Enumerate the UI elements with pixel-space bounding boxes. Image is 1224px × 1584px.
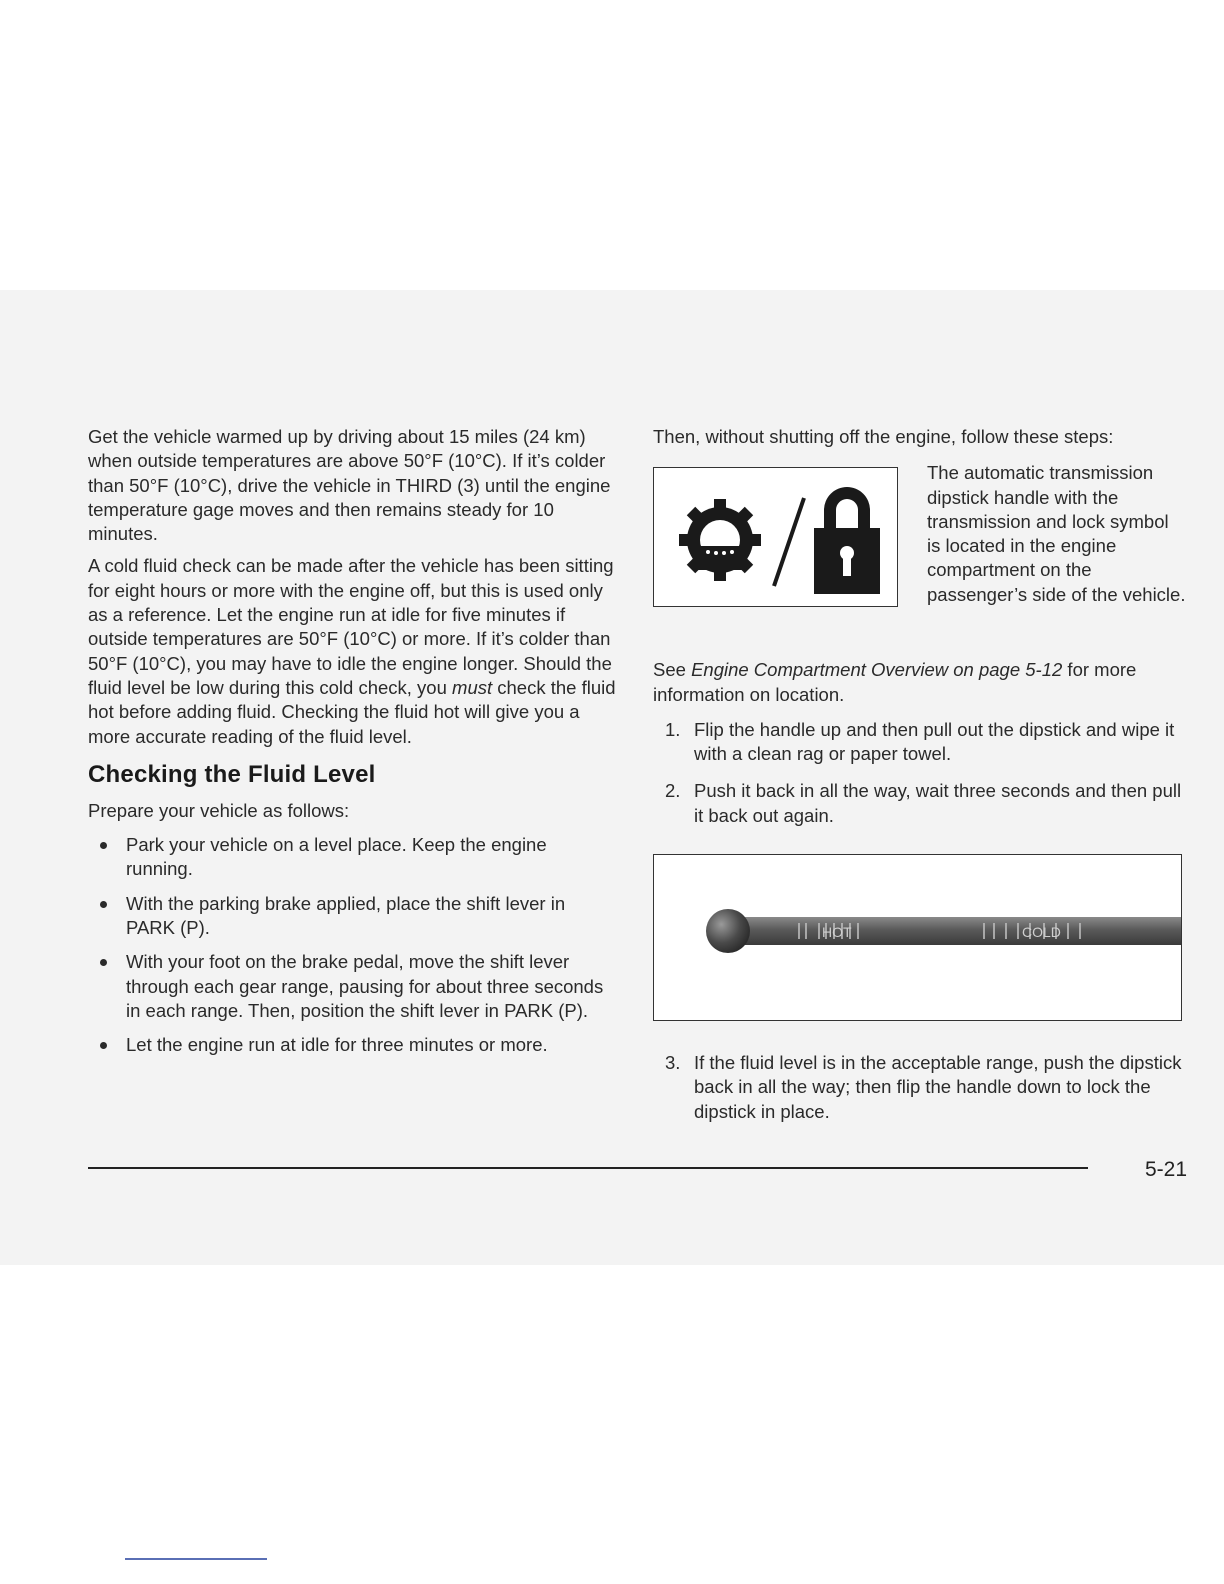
preparation-list bbox=[88, 833, 618, 1057]
transmission-lock-symbol-icon bbox=[654, 468, 897, 606]
steps-intro: Then, without shutting off the engine, follow these steps: bbox=[653, 426, 1114, 447]
footer-link-underline bbox=[125, 1558, 267, 1560]
prepare-intro: Prepare your vehicle as follows: bbox=[88, 799, 350, 821]
see-reference-paragraph: See Engine Compartment Overview on page 5-12 for more information on location. bbox=[653, 659, 1137, 705]
list-item: Let the engine run at idle for three minutes or more. bbox=[88, 1033, 618, 1057]
list-item: Park your vehicle on a level place. Keep the engine running. bbox=[88, 833, 618, 882]
bullet-icon bbox=[100, 842, 107, 849]
symbol-figure-row bbox=[653, 461, 1188, 666]
dipstick-hot-mark: HOT bbox=[822, 924, 852, 941]
dipstick-cold-mark: COLD bbox=[1022, 924, 1061, 941]
warmup-paragraph: Get the vehicle warmed up by driving about 15 miles (24 km) when outside temperatures are above 50°F (10°C). If it’s colder than 50°F (10°C), drive the vehicle in THIRD (3) until the engine temperature gage moves and then remains steady for 10 minutes. bbox=[88, 426, 611, 545]
list-item: 2. Push it back in all the way, wait three seconds and then pull it back out again. bbox=[665, 780, 1182, 826]
page-number: 5-21 bbox=[1145, 1158, 1188, 1181]
transmission-lock-symbol-box bbox=[653, 467, 898, 607]
list-item: 1. Flip the handle up and then pull out the dipstick and wipe it with a clean rag or paper towel. bbox=[665, 718, 1175, 765]
cold-check-emphasis: must bbox=[452, 676, 493, 698]
dipstick-image bbox=[654, 855, 1181, 1020]
bullet-icon bbox=[100, 1042, 107, 1049]
bullet-icon bbox=[100, 901, 107, 908]
list-item: With your foot on the brake pedal, move the shift lever through each gear range, pausing for about three seconds in each range. Then, position the shift lever in PARK (P). bbox=[88, 950, 618, 1023]
steps-list bbox=[653, 718, 1188, 828]
symbol-caption: The automatic transmission dipstick handle with the transmission and lock symbol is located in the engine compartment on the passenger’s side of the vehicle. bbox=[927, 462, 1186, 605]
steps-list-continued bbox=[653, 1051, 1188, 1124]
bullet-icon bbox=[100, 959, 107, 966]
left-column bbox=[88, 425, 618, 1068]
cold-check-text-a: A cold fluid check can be made after the vehicle has been sitting for eight hours or more with the engine off, but this is used only as a reference. Let the engine run at idle for five minutes if outside temperatures are 50°F (10°C) or more. If it’s colder than 50°F (10°C), you may have to idle the engine longer. Should the fluid level be low during this cold check, you bbox=[88, 555, 614, 698]
footer-rule bbox=[88, 1167, 1088, 1169]
list-item: 3. If the fluid level is in the acceptable range, push the dipstick back in all the way; then flip the handle down to lock the dipstick in place. bbox=[665, 1052, 1182, 1122]
dipstick-figure bbox=[653, 854, 1182, 1021]
section-heading: Checking the Fluid Level bbox=[88, 760, 376, 788]
cross-reference: Engine Compartment Overview on page 5-12 bbox=[691, 659, 1063, 681]
right-column bbox=[653, 425, 1188, 1124]
cold-check-paragraph bbox=[88, 554, 618, 748]
cold-check-text-b: check the fluid hot before adding fluid. Checking the fluid hot will give you a more accurate reading of the fluid level. bbox=[88, 676, 616, 747]
list-item: With the parking brake applied, place the shift lever in PARK (P). bbox=[88, 892, 618, 941]
